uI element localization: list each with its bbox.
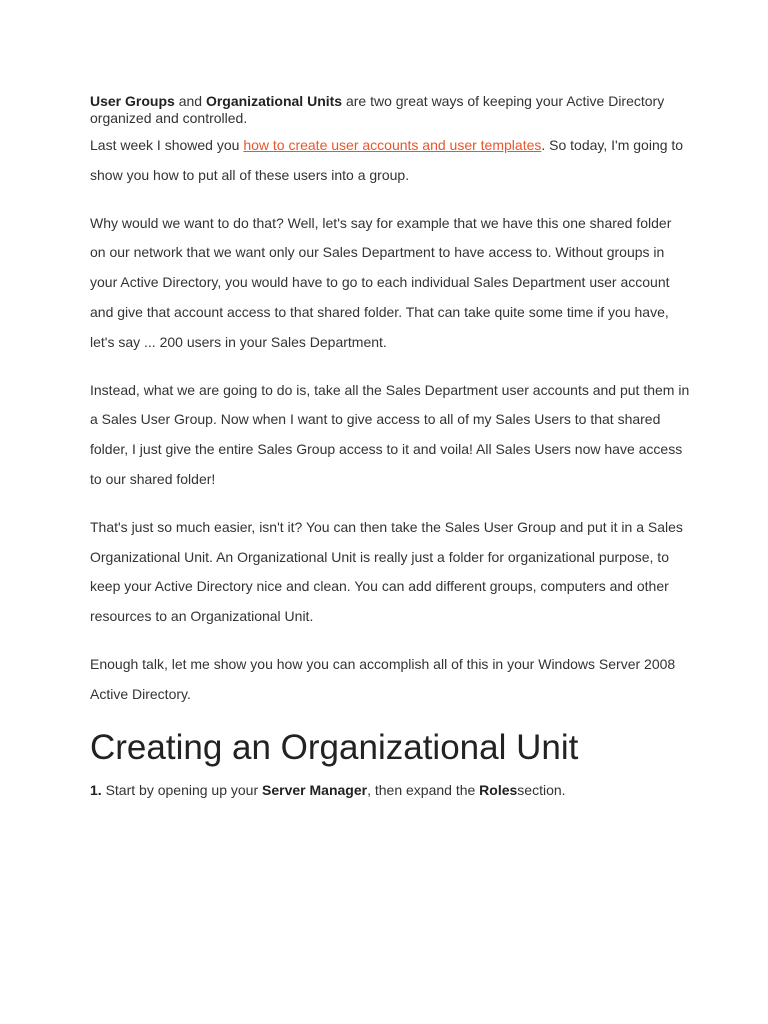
easier-paragraph: That's just so much easier, isn't it? You can then take the Sales User Group and put it in a Sales Organizational Unit. An Organizational Unit is really just a folder for organizational purpose, to keep your Active Directory nice and clean. You can add different groups, computers and other resources to an Organizational Unit.	[90, 518, 683, 625]
step-number: 1.	[90, 781, 102, 798]
step-1	[90, 782, 690, 799]
step-after: section.	[517, 781, 566, 798]
step-middle: , then expand the	[367, 781, 480, 798]
intro-and: and	[174, 93, 206, 109]
article-body	[90, 93, 690, 799]
last-week-before: Last week I showed you	[90, 137, 244, 153]
term-organizational-units: Organizational Units	[205, 93, 343, 109]
instead-paragraph: Instead, what we are going to do is, take all the Sales Department user accounts and put them in a Sales User Group. Now when I want to give access to all of my Sales Users to that shared folder, I just give the entire Sales Group access to it and voila! All Sales Users now have access to our shared folder!	[90, 381, 690, 487]
section-heading: Creating an Organizational Unit	[90, 727, 579, 767]
term-user-groups: User Groups	[90, 93, 175, 109]
term-roles: Roles	[479, 781, 518, 798]
step-before: Start by opening up your	[101, 781, 263, 798]
last-week-after: . So today, I'm going to show you how to put all of these users into a group.	[90, 137, 684, 183]
term-server-manager: Server Manager	[262, 781, 368, 798]
last-week-paragraph	[90, 131, 690, 191]
why-paragraph: Why would we want to do that? Well, let's say for example that we have this one shared folder on our network that we want only our Sales Department to have access to. Without groups in your Active Directory, you would have to go to each individual Sales Department user account and give that account access to that shared folder. That can take quite some time if you have, let's say ... 200 users in your Sales Department.	[90, 214, 672, 350]
intro-rest: are two great ways of keeping your Active Directory organized and controlled.	[90, 93, 665, 126]
intro-paragraph	[90, 93, 690, 127]
user-accounts-link[interactable]: how to create user accounts and user templates	[243, 137, 542, 153]
enough-talk-paragraph: Enough talk, let me show you how you can accomplish all of this in your Windows Server 2008 Active Directory.	[90, 655, 676, 702]
